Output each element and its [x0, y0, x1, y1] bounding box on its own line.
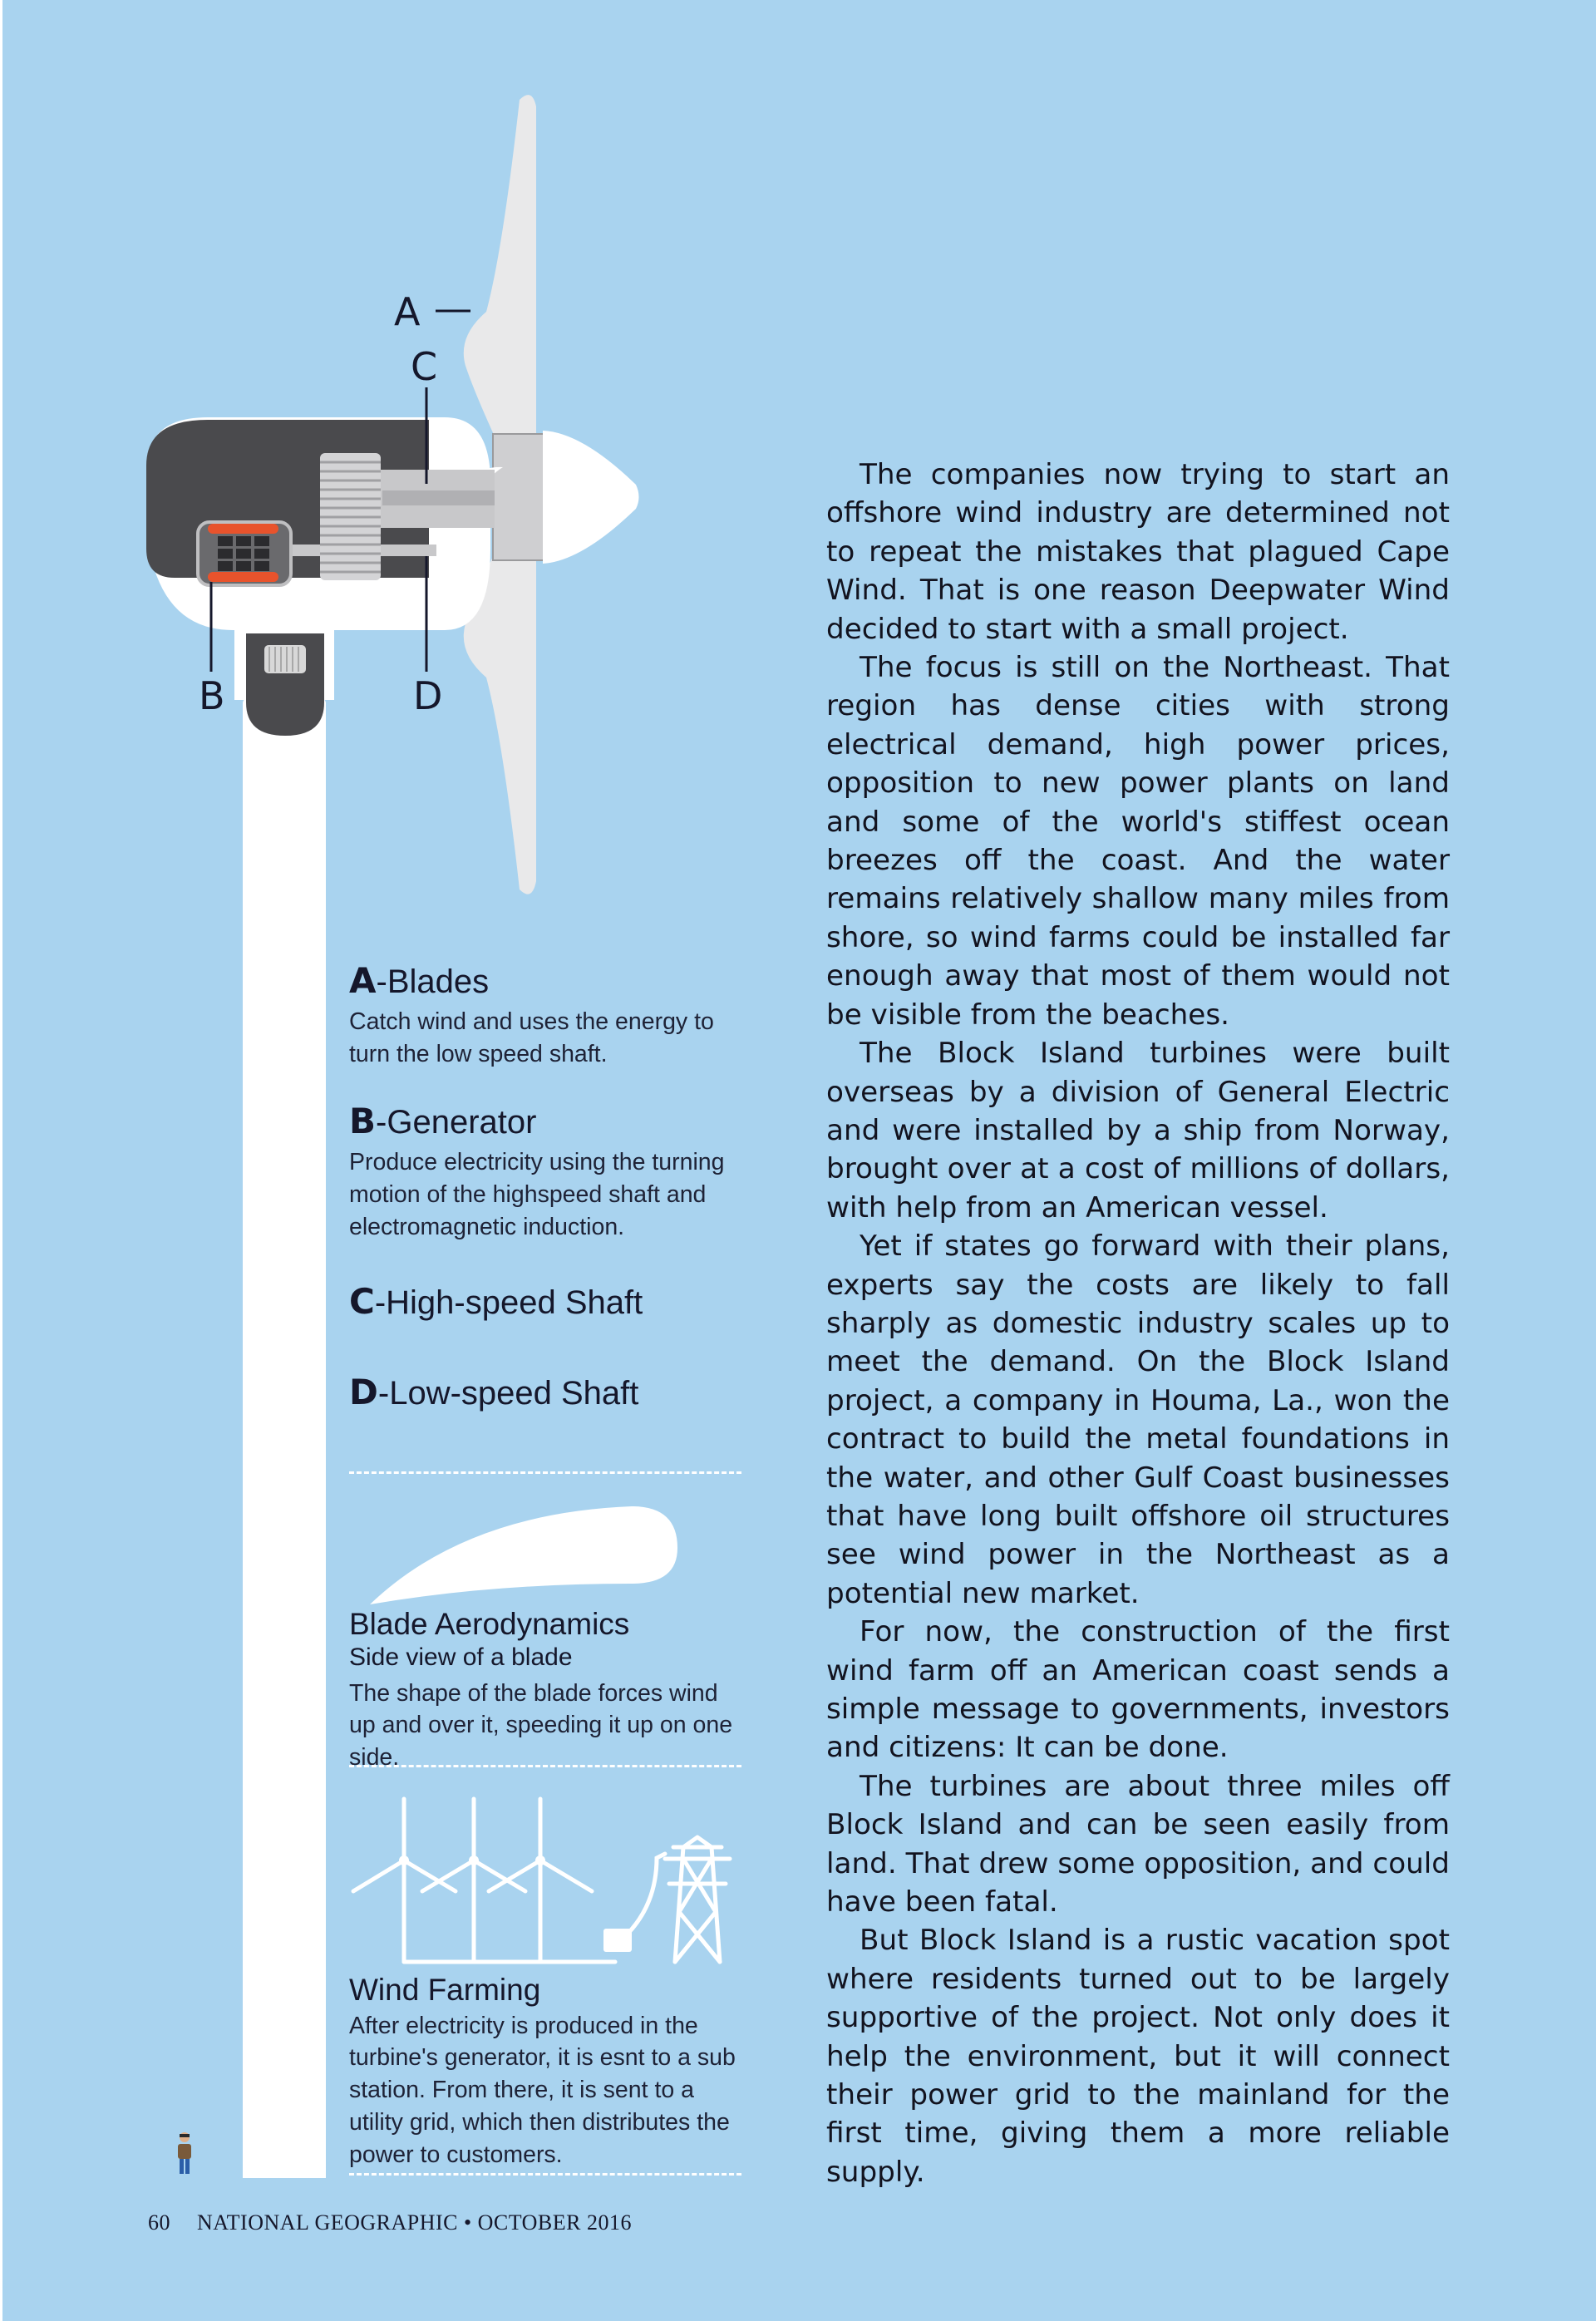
farming-section — [349, 1973, 748, 2171]
part-c-letter: C — [349, 1281, 375, 1322]
page-number: 60 — [148, 2210, 170, 2235]
divider — [349, 1471, 741, 1474]
part-d-name: -Low-speed Shaft — [377, 1375, 639, 1412]
part-b — [349, 1101, 748, 1244]
article-paragraph: Yet if states go forward with their plans, experts say the costs are likely to fall sharply as domestic industry scales up to meet the demand. On the Block Island project, a company in Houma, La., won the contract to build the metal foundations in the water, and other Gulf Coast businesses that have long built offshore oil structures see wind power in the Northeast as a potential new market. — [826, 1229, 1450, 1610]
wind-farm-illustration — [353, 1799, 730, 1962]
gearbox — [320, 453, 381, 580]
hub — [493, 434, 545, 560]
part-b-letter: B — [349, 1101, 377, 1141]
article-paragraph: For now, the construction of the first wind farm off an American coast sends a simple message to governments, investors and citizens: It can be done. — [826, 1615, 1450, 1765]
hub-dot-2 — [469, 1855, 479, 1865]
aero-section — [349, 1607, 748, 1774]
article-body — [826, 456, 1450, 2191]
generator — [198, 522, 291, 585]
upper-blade — [464, 95, 536, 436]
label-b: B — [199, 673, 225, 718]
farming-title: Wind Farming — [349, 1973, 541, 2007]
page-edge — [0, 0, 2, 2321]
part-a-name: -Blades — [376, 963, 490, 1000]
article-paragraph: The focus is still on the Northeast. That region has dense cities with strong electrical demand, high power prices, opposition to new power plants on land and some of the world's stiffest ocean breezes off the coast. And the water remains relatively shallow many miles from shore, so wind farms could be installed far enough away that most of them would not be visible from the beaches. — [826, 651, 1450, 1032]
part-a — [349, 961, 748, 1071]
page-footer — [148, 2210, 632, 2235]
aero-subtitle: Side view of a blade — [349, 1643, 573, 1671]
part-c-name: -High-speed Shaft — [374, 1284, 643, 1321]
nose-cone — [543, 431, 639, 564]
divider — [349, 1765, 741, 1767]
aero-desc: The shape of the blade forces wind up and over it, speeding it up on one side. — [349, 1679, 733, 1772]
hub-dot-3 — [535, 1855, 545, 1865]
part-d-letter: D — [349, 1372, 378, 1412]
yaw-coil — [264, 645, 306, 673]
part-a-letter: A — [349, 960, 377, 1001]
label-d: D — [413, 673, 443, 718]
low-speed-shaft-core — [382, 490, 495, 505]
part-a-desc: Catch wind and uses the energy to turn the low speed shaft. — [349, 1008, 714, 1068]
person-scale-figure — [178, 2132, 191, 2174]
publication-line: NATIONAL GEOGRAPHIC • OCTOBER 2016 — [197, 2210, 632, 2235]
article-paragraph: The Block Island turbines were built overseas by a division of General Electric and were installed by a ship from Norway, brought over at a cost of millions of dollars, with help from an American vessel. — [826, 1037, 1450, 1225]
aero-title: Blade Aerodynamics — [349, 1607, 630, 1641]
divider — [349, 2173, 741, 2176]
substation — [603, 1929, 632, 1952]
turbine-tower — [243, 698, 326, 2178]
part-b-name: -Generator — [376, 1104, 537, 1141]
part-d — [349, 1372, 748, 1412]
label-a: A — [394, 289, 421, 334]
part-c — [349, 1282, 748, 1322]
farming-desc: After electricity is produced in the turbine's generator, it is esnt to a sub station. From there, it is sent to a utility grid, which then distributes the power to customers. — [349, 2012, 736, 2168]
hub-dot-1 — [399, 1855, 409, 1865]
airfoil — [370, 1506, 677, 1604]
article-paragraph: The companies now trying to start an offshore wind industry are determined not to repeat the mistakes that plagued Cape Wind. That is one reason Deepwater Wind decided to start with a small project. — [826, 458, 1450, 646]
part-b-desc: Produce electricity using the turning motion of the highspeed shaft and electromagnetic induction. — [349, 1149, 725, 1240]
article-paragraph: But Block Island is a rustic vacation spot where residents turned out to be largely supportive of the project. Not only does it help the environment, but it will connect their power grid to the mainland for the first time, giving them a more reliable supply. — [826, 1924, 1450, 2189]
label-c: C — [411, 344, 438, 389]
article-paragraph: The turbines are about three miles off Block Island and can be seen easily from land. That drew some opposition, and could have been fatal. — [826, 1769, 1450, 1919]
